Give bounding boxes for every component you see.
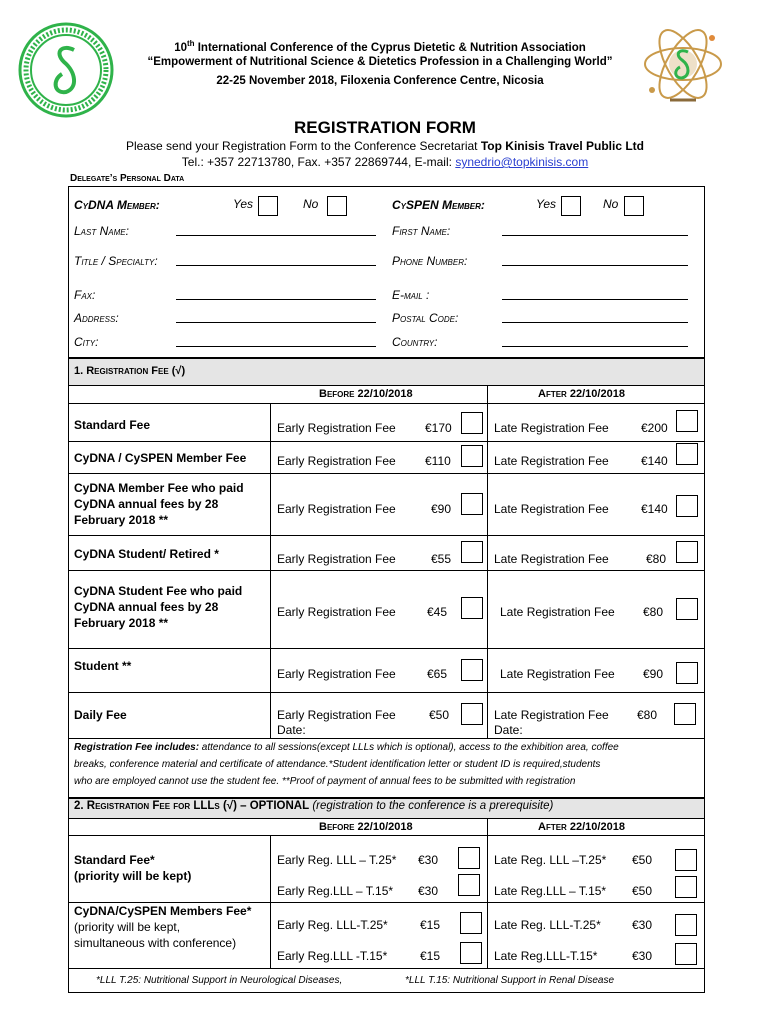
postal-code-label: Postal Code: xyxy=(392,311,459,325)
early-fee-checkbox[interactable] xyxy=(461,703,483,725)
lll-late-fee: €30 xyxy=(632,918,653,932)
fee-note-line3: who are employed cannot use the student fee. **Proof of payment of annual fees to be submitted with registration xyxy=(74,776,576,787)
before-date-header: Before 22/10/2018 xyxy=(319,388,413,400)
postal-code-field[interactable] xyxy=(502,321,688,323)
early-fee-checkbox[interactable] xyxy=(461,597,483,619)
late-fee-amount: €80 xyxy=(637,708,658,722)
early-fee-checkbox[interactable] xyxy=(461,445,483,467)
cyspen-no-checkbox[interactable] xyxy=(624,196,644,216)
cydna-member-label: CyDNA Member: xyxy=(74,198,160,212)
early-fee-checkbox[interactable] xyxy=(461,412,483,434)
after-date-header: After 22/10/2018 xyxy=(538,388,625,400)
lll-early-label: Early Reg.LLL – T.15* xyxy=(277,884,394,898)
lll-footnote-t25: *LLL T.25: Nutritional Support in Neurological Diseases, xyxy=(96,975,343,986)
lll-late-label: Late Reg. LLL-T.25* xyxy=(494,918,601,932)
fee-row-name: Standard Fee xyxy=(74,418,151,432)
lll-member-name: CyDNA/CySPEN Members Fee* xyxy=(74,904,252,918)
late-fee-checkbox[interactable] xyxy=(674,703,696,725)
lll-late-checkbox[interactable] xyxy=(675,849,697,871)
early-fee-amount: €50 xyxy=(429,708,450,722)
personal-data-box xyxy=(68,186,705,358)
late-fee-checkbox[interactable] xyxy=(676,541,698,563)
lll-late-checkbox[interactable] xyxy=(675,876,697,898)
late-fee-label: Late Registration Fee xyxy=(500,605,615,619)
late-fee-checkbox[interactable] xyxy=(676,495,698,517)
early-fee-checkbox[interactable] xyxy=(461,659,483,681)
early-fee-label: Early Registration Fee xyxy=(277,454,396,468)
lll-late-fee: €50 xyxy=(632,853,653,867)
lll-late-label: Late Reg. LLL –T.25* xyxy=(494,853,607,867)
lll-early-checkbox[interactable] xyxy=(460,942,482,964)
late-fee-amount: €80 xyxy=(643,605,664,619)
lll-standard-name: Standard Fee* xyxy=(74,853,155,867)
lll-member-sub2: simultaneous with conference) xyxy=(74,936,237,950)
phone-number-field[interactable] xyxy=(502,264,688,266)
lll-early-fee: €15 xyxy=(420,918,441,932)
early-fee-label: Early Registration Fee xyxy=(277,421,396,435)
early-fee-amount: €65 xyxy=(427,667,448,681)
lll-early-checkbox[interactable] xyxy=(460,912,482,934)
first-name-field[interactable] xyxy=(502,234,688,236)
early-fee-amount: €110 xyxy=(425,454,451,468)
last-name-label: Last Name: xyxy=(74,224,129,238)
fee-row-name: CyDNA Member Fee who paid CyDNA annual fees by 28 February 2018 ** xyxy=(74,481,244,527)
late-fee-amount: €90 xyxy=(643,667,664,681)
address-label: Address: xyxy=(74,311,119,325)
cyspen-yes-label: Yes xyxy=(536,197,557,211)
cyspen-member-label: CySPEN Member: xyxy=(392,198,485,212)
lll-member-sub1: (priority will be kept, xyxy=(74,920,181,934)
registration-fee-heading: 1. Registration Fee (√) xyxy=(74,365,186,377)
cydna-yes-checkbox[interactable] xyxy=(258,196,278,216)
late-fee-amount: €80 xyxy=(646,552,667,566)
early-fee-amount: €90 xyxy=(431,502,452,516)
late-fee-amount: €200 xyxy=(641,421,668,435)
lll-after-header: After 22/10/2018 xyxy=(538,821,625,833)
early-fee-checkbox[interactable] xyxy=(461,541,483,563)
lll-late-fee: €50 xyxy=(632,884,653,898)
fee-row-name: CyDNA Student/ Retired * xyxy=(74,547,219,561)
cyspen-yes-checkbox[interactable] xyxy=(561,196,581,216)
lll-early-label: Early Reg. LLL-T.25* xyxy=(277,918,388,932)
title-specialty-field[interactable] xyxy=(176,264,376,266)
fax-label: Fax: xyxy=(74,288,96,302)
cydna-yes-label: Yes xyxy=(233,197,254,211)
early-fee-amount: €170 xyxy=(425,421,452,435)
early-fee-checkbox[interactable] xyxy=(461,493,483,515)
early-fee-amount: €55 xyxy=(431,552,452,566)
email-label: E-mail : xyxy=(392,288,430,302)
intro-text: Please send your Registration Form to the Conference Secretariat Top Kinisis Travel Public Ltd xyxy=(126,139,644,153)
early-fee-label: Early Registration Fee xyxy=(277,552,396,566)
late-fee-checkbox[interactable] xyxy=(676,662,698,684)
late-fee-amount: €140 xyxy=(641,502,668,516)
city-label: City: xyxy=(74,335,99,349)
fax-field[interactable] xyxy=(176,298,376,300)
fee-row-name: Student ** xyxy=(74,659,132,673)
cyspen-no-label: No xyxy=(603,197,619,211)
lll-late-fee: €30 xyxy=(632,949,653,963)
lll-standard-sub: (priority will be kept) xyxy=(74,869,192,883)
email-field[interactable] xyxy=(502,298,688,300)
late-fee-label: Late Registration Fee xyxy=(494,552,609,566)
lll-early-fee: €30 xyxy=(418,884,439,898)
country-label: Country: xyxy=(392,335,438,349)
fee-includes-note: Registration Fee includes: attendance to all sessions(except LLLs which is optional), access to the exhibition area, coffee xyxy=(74,742,619,753)
lll-early-fee: €30 xyxy=(418,853,439,867)
early-date-label: Date: xyxy=(277,723,306,737)
contact-line: Tel.: +357 22713780, Fax. +357 22869744, E-mail: synedrio@topkinisis.com xyxy=(181,155,589,169)
conference-title: 10th International Conference of the Cyprus Dietetic & Nutrition Association xyxy=(174,39,586,54)
lll-heading: 2. Registration Fee for LLLs (√) – OPTIONAL (registration to the conference is a prerequisite) xyxy=(74,800,554,812)
form-title: REGISTRATION FORM xyxy=(294,118,476,137)
late-fee-checkbox[interactable] xyxy=(676,598,698,620)
lll-early-label: Early Reg. LLL – T.25* xyxy=(277,853,397,867)
lll-footnote-t15: *LLL T.15: Nutritional Support in Renal Disease xyxy=(405,975,615,986)
early-fee-label: Early Registration Fee xyxy=(277,667,396,681)
lll-late-label: Late Reg.LLL – T.15* xyxy=(494,884,607,898)
fee-row-name: CyDNA / CySPEN Member Fee xyxy=(74,451,247,465)
early-fee-label: Early Registration Fee xyxy=(277,502,396,516)
lll-early-checkbox[interactable] xyxy=(458,874,480,896)
lll-before-header: Before 22/10/2018 xyxy=(319,821,413,833)
lll-early-fee: €15 xyxy=(420,949,441,963)
cydna-no-checkbox[interactable] xyxy=(327,196,347,216)
city-field[interactable] xyxy=(176,345,376,347)
fee-row-name: CyDNA Student Fee who paid CyDNA annual fees by 28 February 2018 ** xyxy=(74,584,243,630)
cydna-no-label: No xyxy=(303,197,319,211)
early-fee-label: Early Registration Fee xyxy=(277,605,396,619)
title-specialty-label: Title / Specialty: xyxy=(74,254,158,268)
last-name-field[interactable] xyxy=(176,234,376,236)
lll-late-checkbox[interactable] xyxy=(675,943,697,965)
late-fee-label: Late Registration Fee xyxy=(494,421,609,435)
fee-row-name: Daily Fee xyxy=(74,708,127,722)
association-logo xyxy=(18,22,114,118)
late-fee-label: Late Registration Fee xyxy=(494,502,609,516)
late-fee-label: Late Registration Fee xyxy=(494,454,609,468)
lll-late-checkbox[interactable] xyxy=(675,914,697,936)
lll-early-checkbox[interactable] xyxy=(458,847,480,869)
late-fee-amount: €140 xyxy=(641,454,668,468)
early-fee-label: Early Registration Fee xyxy=(277,708,396,722)
early-fee-amount: €45 xyxy=(427,605,448,619)
address-field[interactable] xyxy=(176,321,376,323)
late-fee-checkbox[interactable] xyxy=(676,443,698,465)
email-link[interactable]: synedrio@topkinisis.com xyxy=(455,155,589,169)
late-fee-label: Late Registration Fee xyxy=(494,708,609,722)
personal-data-heading: Delegate’s Personal Data xyxy=(70,173,185,184)
late-date-label: Date: xyxy=(494,723,523,737)
conference-logo xyxy=(640,20,726,110)
late-fee-label: Late Registration Fee xyxy=(500,667,615,681)
country-field[interactable] xyxy=(502,345,688,347)
conference-theme: “Empowerment of Nutritional Science & Dietetics Profession in a Challenging World” xyxy=(147,56,613,68)
phone-number-label: Phone Number: xyxy=(392,254,468,268)
lll-early-label: Early Reg.LLL -T.15* xyxy=(277,949,388,963)
fee-note-line2: breaks, conference material and certificate of attendance.*Student identification letter or student ID is required,students xyxy=(74,759,601,770)
conference-dates: 22-25 November 2018, Filoxenia Conference Centre, Nicosia xyxy=(216,75,544,87)
late-fee-checkbox[interactable] xyxy=(676,410,698,432)
lll-late-label: Late Reg.LLL-T.15* xyxy=(494,949,598,963)
first-name-label: First Name: xyxy=(392,224,451,238)
